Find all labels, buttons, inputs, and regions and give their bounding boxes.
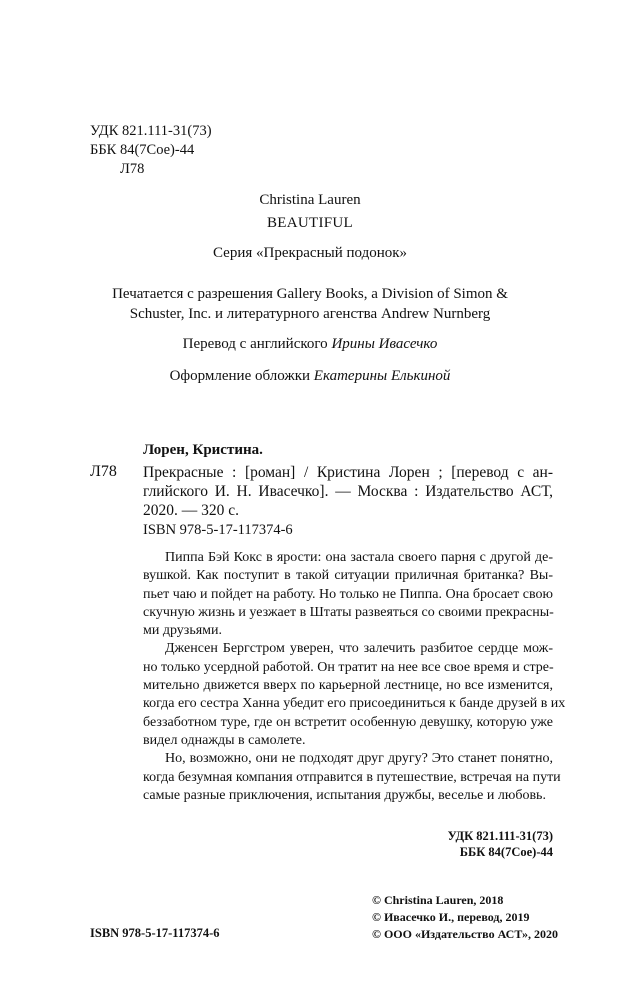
copyright-notices (372, 892, 558, 943)
translation-prefix: Перевод с английского (182, 336, 332, 352)
annotation-line: самые разные приключения, испытания дружбы, веселье и любовь. (143, 787, 546, 803)
classification-codes (90, 122, 212, 179)
description-line: глийского И. Н. Ивасечко]. — Москва : Издательство АСТ, (143, 483, 553, 500)
annotation-line: видел однажды в самолете. (143, 732, 306, 748)
book-title-en: BEAUTIFUL (266, 215, 354, 231)
copyright-line: © Ивасечко И., перевод, 2019 (372, 910, 530, 924)
footer-udk-code: УДК 821.111-31(73) (447, 829, 553, 843)
annotation-line: но только усердной работой. Он тратит на нее все свое время и стре- (143, 659, 554, 675)
copyright-line: © ООО «Издательство АСТ», 2020 (372, 927, 559, 941)
permission-note (0, 284, 620, 324)
series-name: Серия «Прекрасный подонок» (212, 245, 408, 261)
annotation-line: вушкой. Как поступит в такой ситуации приличная британка? Вы- (143, 568, 553, 584)
author-name-en: Christina Lauren (259, 192, 361, 208)
annotation-line: скучную жизнь и уезжает в Штаты развеяться со своими прекрасны- (143, 604, 554, 620)
annotation-line: пьет чаю и пойдет на работу. Но только не Пиппа. Она бросает свою (143, 586, 553, 602)
bibliographic-author: Лорен, Кристина. (143, 442, 263, 458)
bibliographic-description (143, 463, 553, 520)
annotation-line: Дженсен Бергстром уверен, что залечить разбитое сердце мож- (165, 641, 553, 657)
annotation-line: ми друзьями. (143, 623, 222, 639)
footer-isbn: ISBN 978-5-17-117374-6 (90, 926, 220, 940)
description-line: Прекрасные : [роман] / Кристина Лорен ; [перевод с ан- (143, 464, 553, 481)
bbk-code: ББК 84(7Сое)-44 (90, 142, 195, 158)
cover-designer-name: Екатерины Елькиной (313, 368, 451, 384)
description-line: 2020. — 320 с. (143, 502, 240, 519)
annotation-line: мительно движется вверх по карьерной лестнице, но все изменится, (143, 678, 553, 694)
permission-line: Печатается с разрешения Gallery Books, a Division of Simon & (112, 286, 508, 302)
footer-classification-codes (0, 828, 553, 860)
annotation-line: когда безумная компания отправится в путешествие, встречая на пути (143, 769, 561, 785)
cover-prefix: Оформление обложки (169, 368, 314, 384)
annotation-line: беззаботном туре, где он встретит особенную девушку, которую уже (143, 714, 553, 730)
isbn-record: ISBN 978-5-17-117374-6 (143, 522, 293, 538)
annotation-line: Но, возможно, они не подходят друг другу? Это станет понятно, (165, 751, 553, 767)
permission-line: Schuster, Inc. и литературного агенства Andrew Nurnberg (129, 306, 491, 322)
bibliographic-code: Л78 (90, 463, 117, 480)
translation-credit (0, 336, 620, 353)
annotation (143, 549, 566, 805)
annotation-line: когда его сестра Ханна убедит его присоединиться к банде друзей в их (143, 696, 566, 712)
footer-bbk-code: ББК 84(7Сое)-44 (459, 845, 553, 859)
copyright-line: © Christina Lauren, 2018 (372, 893, 504, 907)
cover-credit (0, 368, 620, 385)
author-mark: Л78 (120, 161, 145, 177)
translator-name: Ирины Ивасечко (331, 336, 438, 352)
annotation-line: Пиппа Бэй Кокс в ярости: она застала своего парня с другой де- (165, 550, 553, 565)
udk-code: УДК 821.111-31(73) (90, 123, 212, 139)
